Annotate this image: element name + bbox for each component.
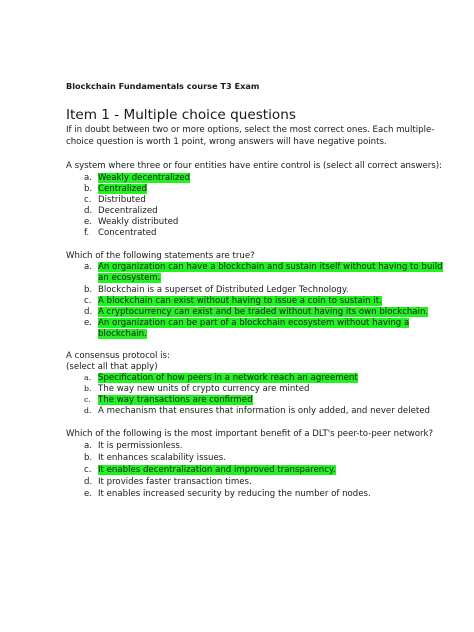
- option-text-highlighted: A blockchain can exist without having to issue a coin to sustain it.: [98, 296, 382, 306]
- option-text-highlighted: Weakly decentralized: [98, 173, 191, 183]
- option-text: Decentralized: [98, 206, 158, 216]
- q4-option-e: [84, 488, 371, 500]
- q3-option-d: [84, 405, 430, 417]
- option-label: e.: [84, 217, 93, 227]
- option-text: It enhances scalability issues.: [98, 453, 226, 463]
- item-heading: Item 1 - Multiple choice questions: [66, 107, 296, 123]
- option-label: b.: [84, 184, 93, 194]
- document-title: Blockchain Fundamentals course T3 Exam: [66, 81, 260, 91]
- option-label: e.: [84, 318, 93, 328]
- option-label: c.: [84, 296, 92, 306]
- option-text-highlighted: An organization can be part of a blockchain ecosystem without having a: [98, 318, 410, 328]
- q1-option-f: [84, 227, 156, 239]
- question-1-text: A system where three or four entities have entire control is (select all correct answers):: [66, 161, 443, 171]
- option-text-highlighted: Specification of how peers in a network reach an agreement: [98, 373, 358, 383]
- option-label: f.: [84, 228, 90, 238]
- option-label: d.: [84, 206, 93, 216]
- option-text-highlighted: An organization can have a blockchain and sustain itself without having to build: [98, 262, 443, 272]
- q2-option-a-continuation: [98, 272, 161, 284]
- q4-option-b: [84, 452, 226, 464]
- option-label: a.: [84, 373, 92, 382]
- option-label: c.: [84, 395, 91, 404]
- option-label: d.: [84, 477, 93, 487]
- option-label: b.: [84, 453, 93, 463]
- option-label: e.: [84, 489, 93, 499]
- q4-option-d: [84, 476, 252, 488]
- option-text: Concentrated: [98, 228, 157, 238]
- option-label: a.: [84, 173, 92, 183]
- q4-option-c: [84, 464, 336, 476]
- option-text-highlighted: Centralized: [98, 184, 147, 194]
- instructions-line-2: choice question is worth 1 point, wrong answers will have negative points.: [66, 137, 387, 147]
- option-text: The way new units of crypto currency are minted: [98, 384, 310, 394]
- question-3-text: A consensus protocol is:: [66, 351, 170, 361]
- q2-option-e-continuation: [98, 328, 147, 340]
- option-label: d.: [84, 307, 93, 317]
- option-text: It provides faster transaction times.: [98, 477, 252, 487]
- option-text-highlighted: The way transactions are confirmed: [98, 395, 253, 405]
- option-label: a.: [84, 441, 92, 451]
- option-label: c.: [84, 465, 92, 475]
- option-label: b.: [84, 384, 92, 393]
- question-2-text: Which of the following statements are true?: [66, 251, 255, 261]
- option-text: It enables increased security by reducing the number of nodes.: [98, 489, 371, 499]
- q4-option-a: [84, 440, 183, 452]
- option-text-highlighted: A cryptocurrency can exist and be traded without having its own blockchain.: [98, 307, 429, 317]
- option-text: It is permissionless.: [98, 441, 183, 451]
- option-text: Distributed: [98, 195, 146, 205]
- option-label: a.: [84, 262, 92, 272]
- option-text-highlighted: an ecosystem.: [98, 273, 161, 283]
- instructions: [66, 124, 434, 148]
- option-label: d.: [84, 406, 92, 415]
- option-label: c.: [84, 195, 92, 205]
- instructions-line-1: If in doubt between two or more options, select the most correct ones. Each multiple-: [66, 125, 435, 135]
- option-text: Weakly distributed: [98, 217, 179, 227]
- question-4-text: Which of the following is the most important benefit of a DLT's peer-to-peer network?: [66, 429, 434, 439]
- option-label: b.: [84, 285, 93, 295]
- question-3-instruction: (select all that apply): [66, 362, 158, 372]
- option-text-highlighted: blockchain.: [98, 329, 147, 339]
- option-text-highlighted: It enables decentralization and improved transparency.: [98, 465, 336, 475]
- option-text: A mechanism that ensures that information is only added, and never deleted: [98, 406, 431, 416]
- option-text: Blockchain is a superset of Distributed Ledger Technology.: [98, 285, 349, 295]
